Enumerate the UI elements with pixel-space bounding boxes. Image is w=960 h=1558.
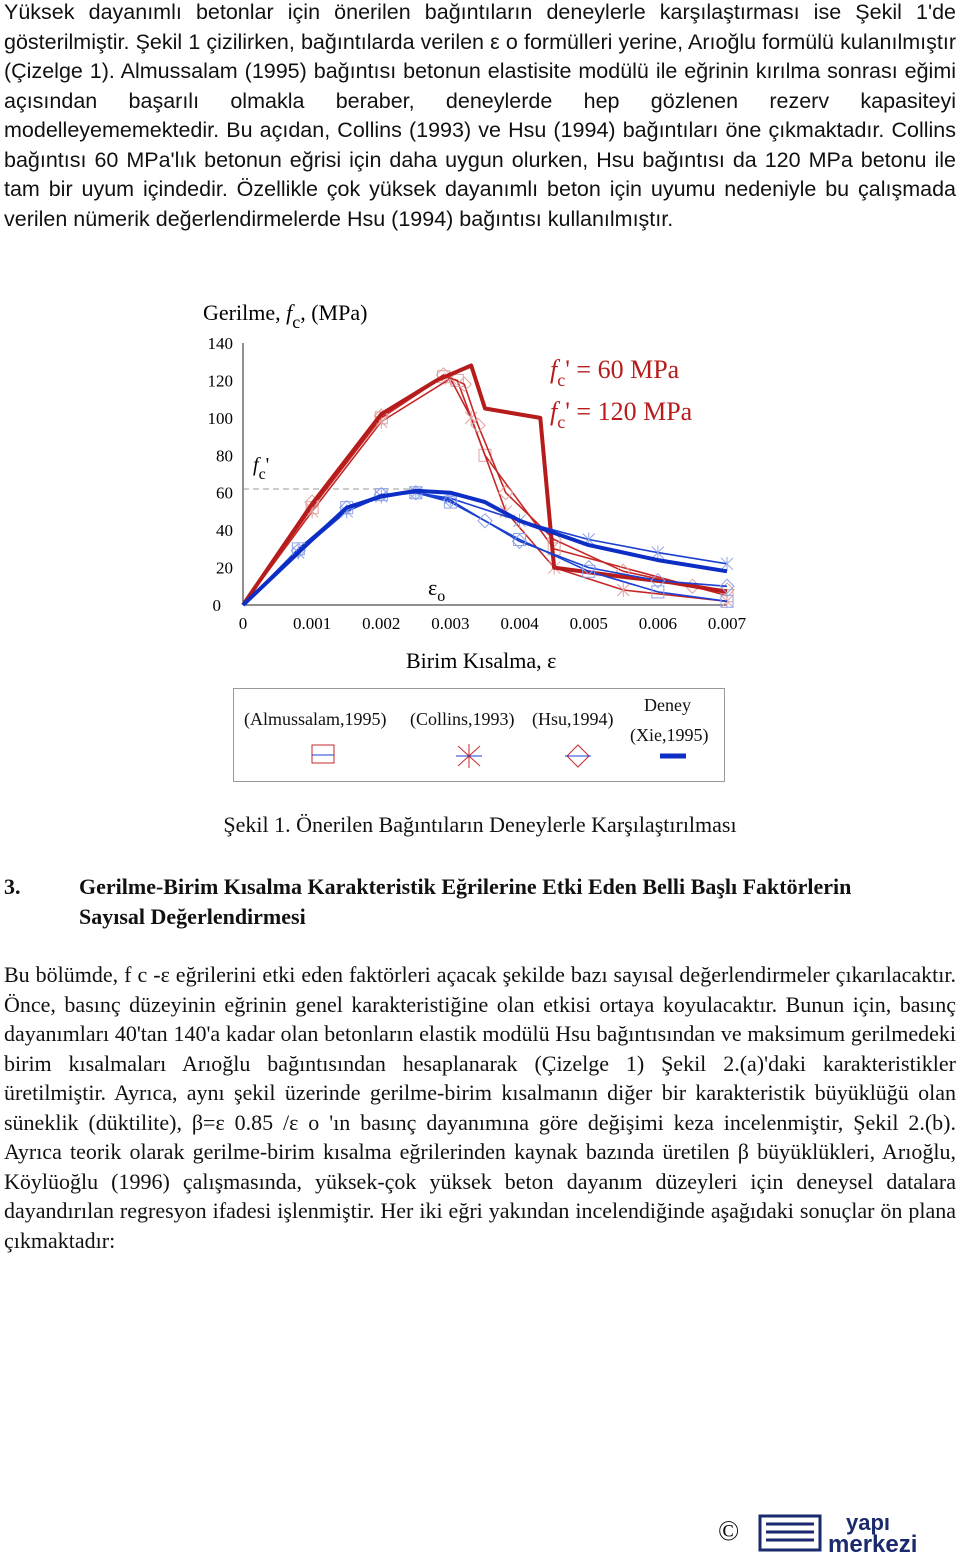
stress-strain-chart	[190, 290, 760, 680]
y-tick-label: 120	[207, 371, 233, 391]
legend-label-collins: (Collins,1993)	[410, 709, 515, 729]
y-axis-label: Gerilme, $f_c$, (MPa)	[203, 300, 368, 332]
legend-label-deney: Deney	[644, 695, 691, 715]
x-tick-label: 0.004	[500, 614, 539, 633]
intro-paragraph: Yüksek dayanımlı betonlar için önerilen bağıntıların deneylerle karşılaştırması ise Şekil 1'de gösterilmiştir. Şekil 1 çizilirken, bağıntılarda verilen ε o formülleri yerine, Arıoğlu formülü kulanılmıştır (Çizelge 1). Almussalam (1995) bağıntısı betonun elastisite modülü ile eğrinin kırılma sonrası eğimi açısından başarılı olmakla beraber, deneylerde hep gözlenen rezerv kapasiteyi modelleyememektedir. Bu açıdan, Collins (1993) ve Hsu (1994) bağıntıları öne çıkmaktadır. Collins bağıntısı 60 MPa'lık betonun eğrisi için daha uygun olurken, Hsu bağıntısı da 120 MPa betonu ile tam bir uyum içindedir. Özellikle çok yüksek dayanımlı beton için uyumu nedeniyle bu çalışmada verilen nümerik değerlendirmelerde Hsu (1994) bağıntısı kullanılmıştır.	[4, 0, 956, 231]
fc-annotation: $f_c'$	[253, 454, 270, 483]
y-tick-label: 20	[216, 558, 233, 578]
y-tick-label: 40	[216, 521, 233, 541]
x-tick-label: 0.007	[707, 614, 747, 633]
logo-text-bottom: merkezi	[828, 1531, 918, 1554]
x-tick-label: 0	[238, 614, 248, 633]
eps0-annotation: $\varepsilon_o$	[428, 575, 446, 605]
legend-diamond-marker	[565, 745, 591, 767]
legend-star-marker	[456, 744, 482, 768]
legend-markers	[234, 689, 724, 781]
y-tick-label: 100	[207, 408, 233, 428]
x-tick-label: 0.006	[638, 614, 677, 633]
x-tick-label: 0.003	[431, 614, 470, 633]
section-number: 3.	[4, 874, 21, 899]
copyright-symbol: ©	[718, 1516, 740, 1547]
figure-caption: Şekil 1. Önerilen Bağıntıların Deneylerle Karşılaştırılması	[223, 812, 737, 837]
y-tick-label: 0	[212, 596, 221, 615]
x-tick-label: 0.001	[293, 614, 332, 633]
logo-text-top: yapı	[846, 1510, 891, 1535]
section-paragraph: Bu bölümde, f c -ε eğrilerini etki eden faktörleri açacak şekilde bazı sayısal değerlendirmeler çıkarılacaktır. Önce, basınç düzeyinin eğrinin genel karakteristiğine olan etkisi ortaya koyulacaktır. Bunun için, basınç dayanımları 40'tan 140'a kadar olan betonların elastik modülü Hsu bağıntısından ve maksimum gerilmedeki birim kısalmaları Arıoğlu bağıntısından hesaplanarak (Çizelge 1) Şekil 2.(a)'daki karakteristikler üretilmiştir. Ayrıca, aynı şekil üzerinde gerilme-birim kısalmanın diğer bir karakteristik büyüklüğü olan süneklik (düktilite), β=ε 0.85 /ε o 'ın basınç dayanımına göre değişimi keza incelenmiştir, Şekil 2.(b). Ayrıca teorik olarak gerilme-birim kısalma eğrilerinden kaynak bazında üretilen β büyüklükleri, Arıoğlu, Köylüoğlu (1996) çalışmasında, yüksek-çok yüksek beton dayanım düzeyleri için deneysel datalara dayandırılan regresyon ifadesi işlenmiştir. Her iki eğri yakından incelendiğinde aşağıdaki sonuçlar ön plana çıkmaktadır:	[4, 962, 956, 1253]
chart-legend	[233, 688, 725, 782]
yapi-merkezi-logo	[718, 1510, 958, 1554]
y-tick-label: 60	[216, 483, 233, 503]
logo-mark	[758, 1510, 958, 1554]
section-title: Gerilme-Birim Kısalma Karakteristik Eğrilerine Etki Eden Belli Başlı Faktörlerin Sayısal Değerlendirmesi	[79, 874, 852, 929]
x-axis-label: Birim Kısalma, ε	[406, 648, 557, 673]
x-tick-label: 0.005	[569, 614, 608, 633]
y-tick-label: 140	[207, 334, 233, 353]
legend-square-marker	[312, 745, 334, 763]
fc60-annotation: $f_c' = 60$ MPa	[550, 355, 680, 390]
x-tick-label: 0.002	[362, 614, 401, 633]
legend-label-xie: (Xie,1995)	[630, 725, 709, 745]
legend-label-almussalam: (Almussalam,1995)	[244, 709, 387, 729]
y-tick-label: 80	[216, 446, 233, 466]
fc120-annotation: $f_c' = 120$ MPa	[550, 397, 693, 432]
legend-label-hsu: (Hsu,1994)	[532, 709, 614, 729]
